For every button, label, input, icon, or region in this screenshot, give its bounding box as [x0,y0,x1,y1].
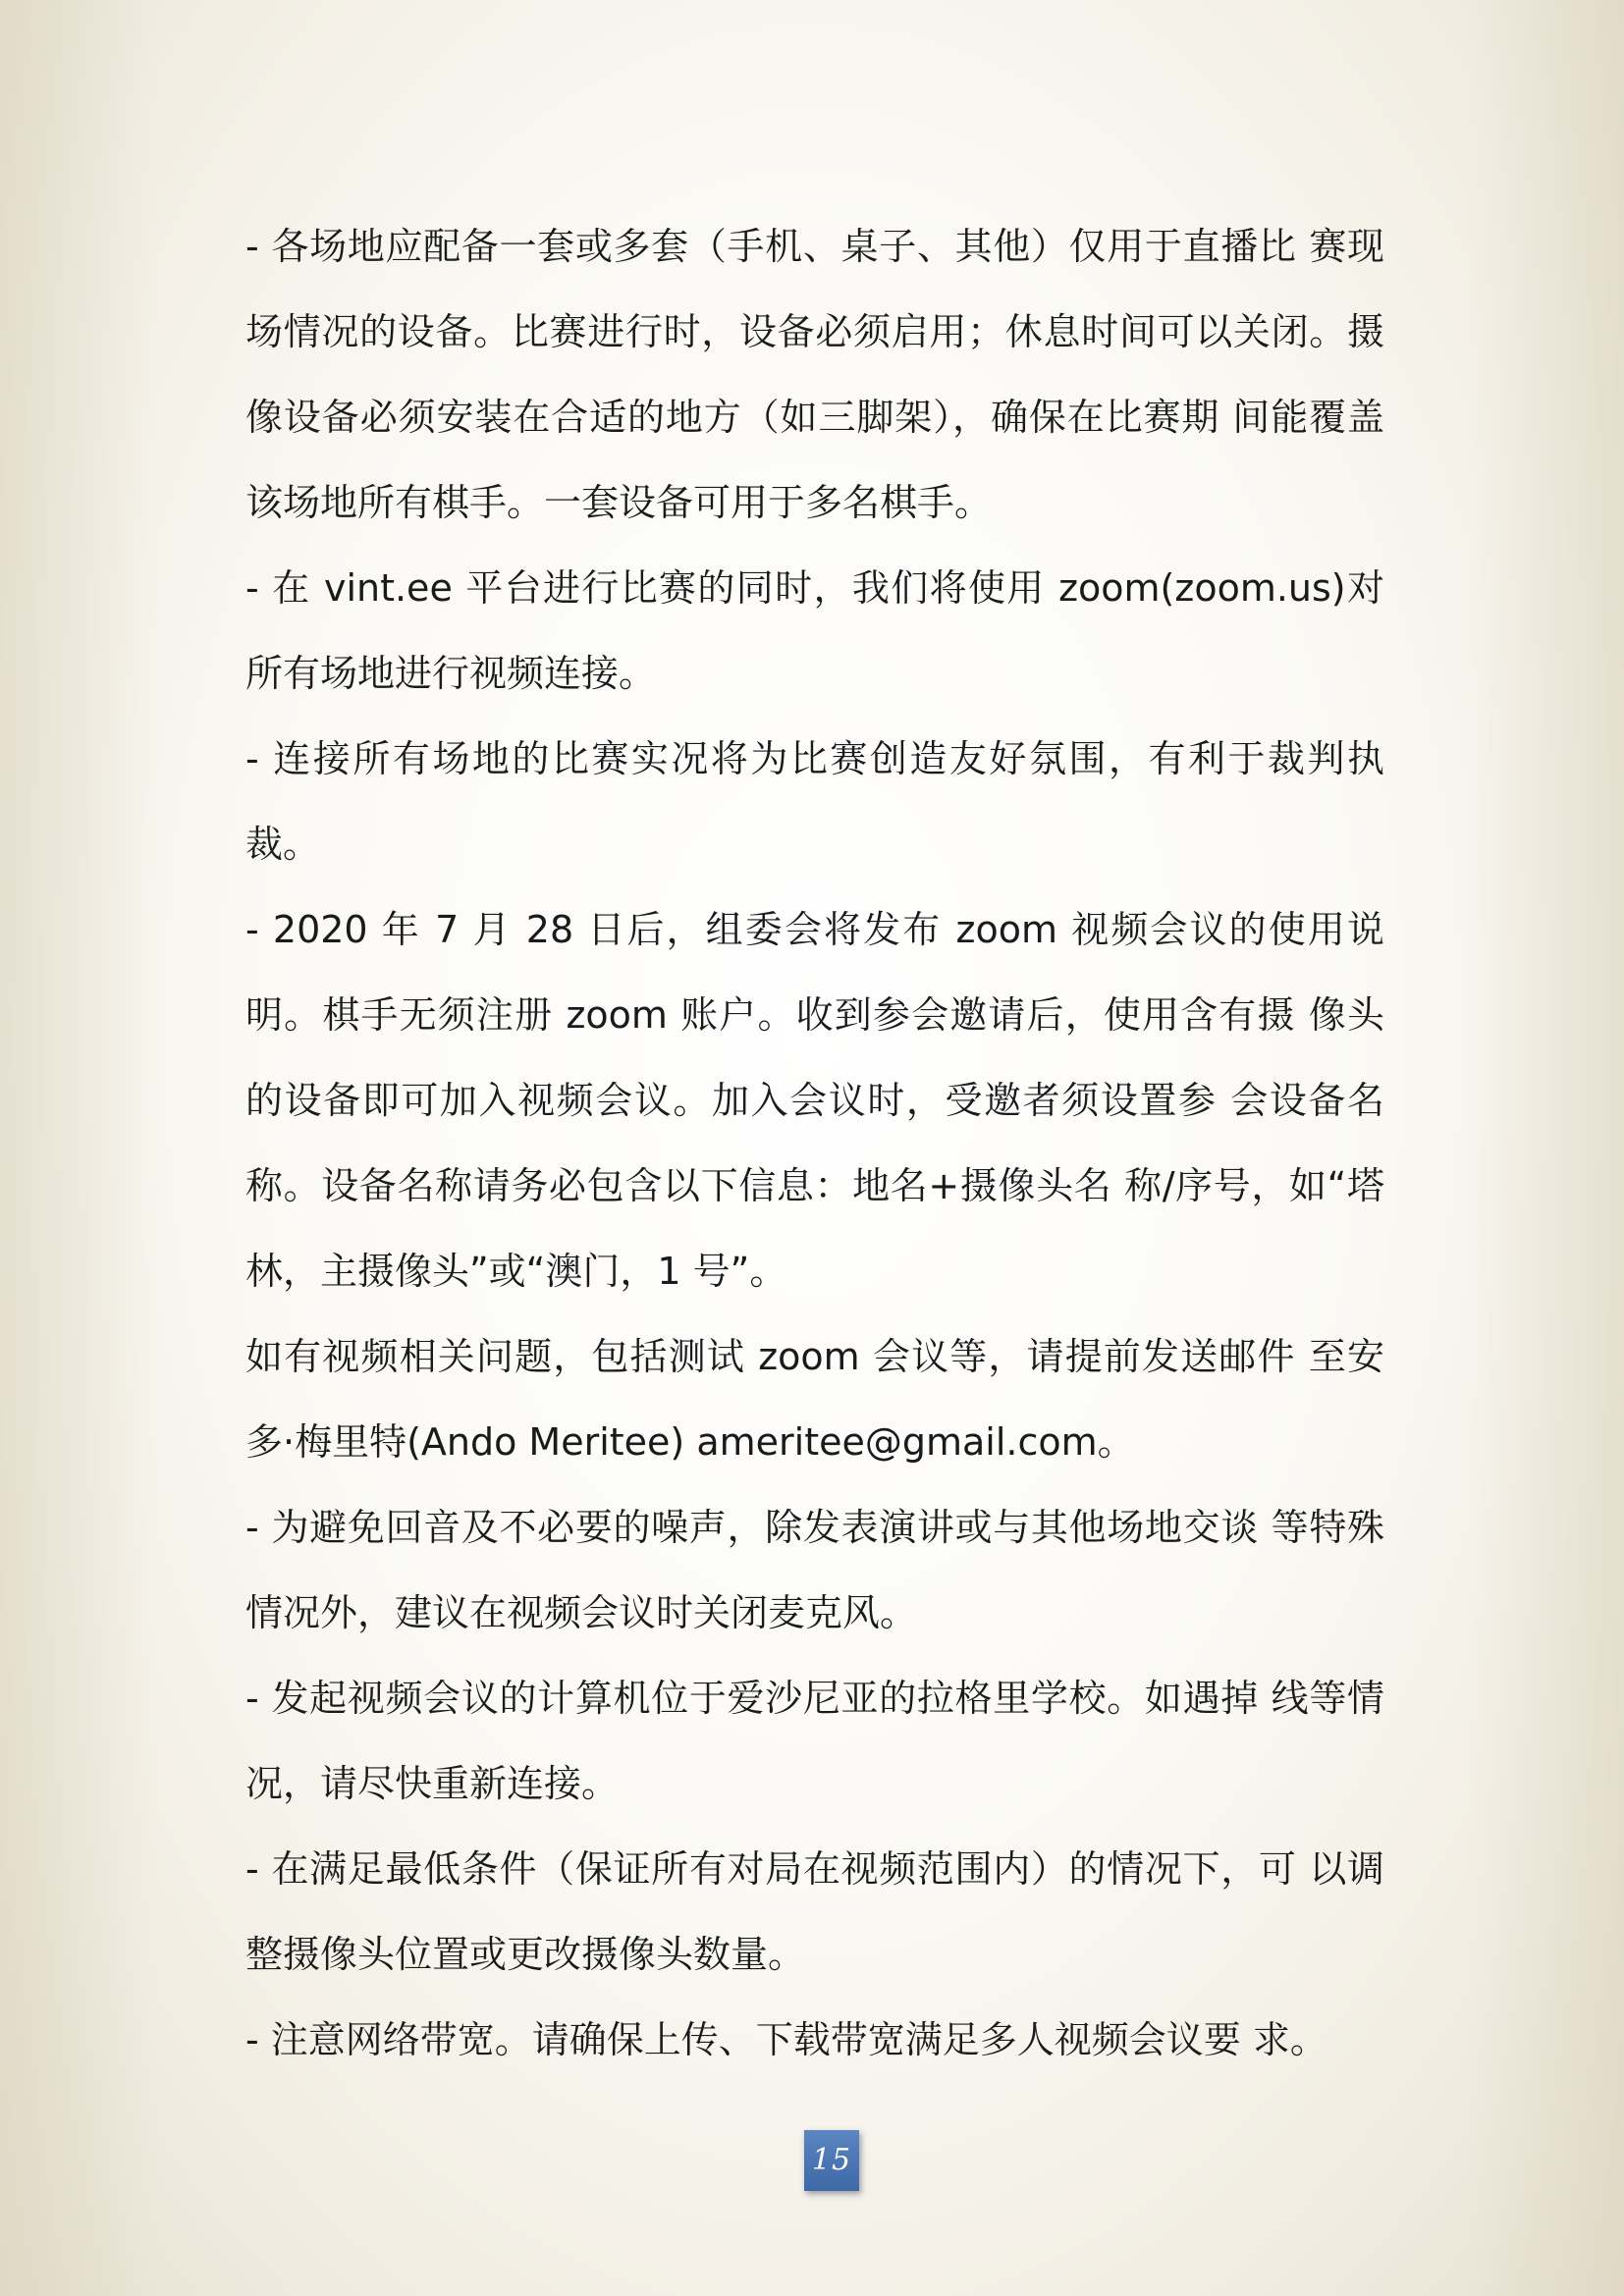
paragraph-zoom-connection: - 在 vint.ee 平台进行比赛的同时，我们将使用 zoom(zoom.us)对所有场地进行视频连接。 [245,566,1384,695]
body-text [245,204,1384,2083]
paragraph-streaming-devices: - 各场地应配备一套或多套（手机、桌子、其他）仅用于直播比 赛现场情况的设备。比赛进行时，设备必须启用；休息时间可以关闭。摄像设备必须安装在合适的地方（如三脚架），确保在比赛期 间能覆盖该场地所有棋手。一套设备可用于多名棋手。 [245,225,1384,524]
paragraph-microphone: - 为避免回音及不必要的噪声，除发表演讲或与其他场地交谈 等特殊情况外，建议在视频会议时关闭麦克风。 [245,1506,1384,1634]
paragraph-zoom-instructions: - 2020 年 7 月 28 日后，组委会将发布 zoom 视频会议的使用说明。棋手无须注册 zoom 账户。收到参会邀请后，使用含有摄 像头的设备即可加入视频会议。加入会议时，受邀者须设置参 会设备名称。设备名称请务必包含以下信息：地名+摄像头名 称/序号，如“塔林，主摄像头”或“澳门，1 号”。 [245,908,1384,1293]
paragraph-host-computer: - 发起视频会议的计算机位于爱沙尼亚的拉格里学校。如遇掉 线等情况，请尽快重新连接。 [245,1677,1384,1805]
page-edge-shading-left [0,0,157,2296]
paragraph-live-atmosphere: - 连接所有场地的比赛实况将为比赛创造友好氛围，有利于裁判执裁。 [245,737,1384,866]
paragraph-camera-adjustment: - 在满足最低条件（保证所有对局在视频范围内）的情况下，可 以调整摄像头位置或更改摄像头数量。 [245,1847,1384,1976]
page-number-badge: 15 [804,2130,859,2191]
paragraph-bandwidth: - 注意网络带宽。请确保上传、下载带宽满足多人视频会议要 求。 [245,2018,1327,2061]
page-edge-shading-right [1467,0,1624,2296]
paragraph-contact-email: 如有视频相关问题，包括测试 zoom 会议等，请提前发送邮件 至安多·梅里特(Ando Meritee) ameritee@gmail.com。 [245,1335,1384,1464]
